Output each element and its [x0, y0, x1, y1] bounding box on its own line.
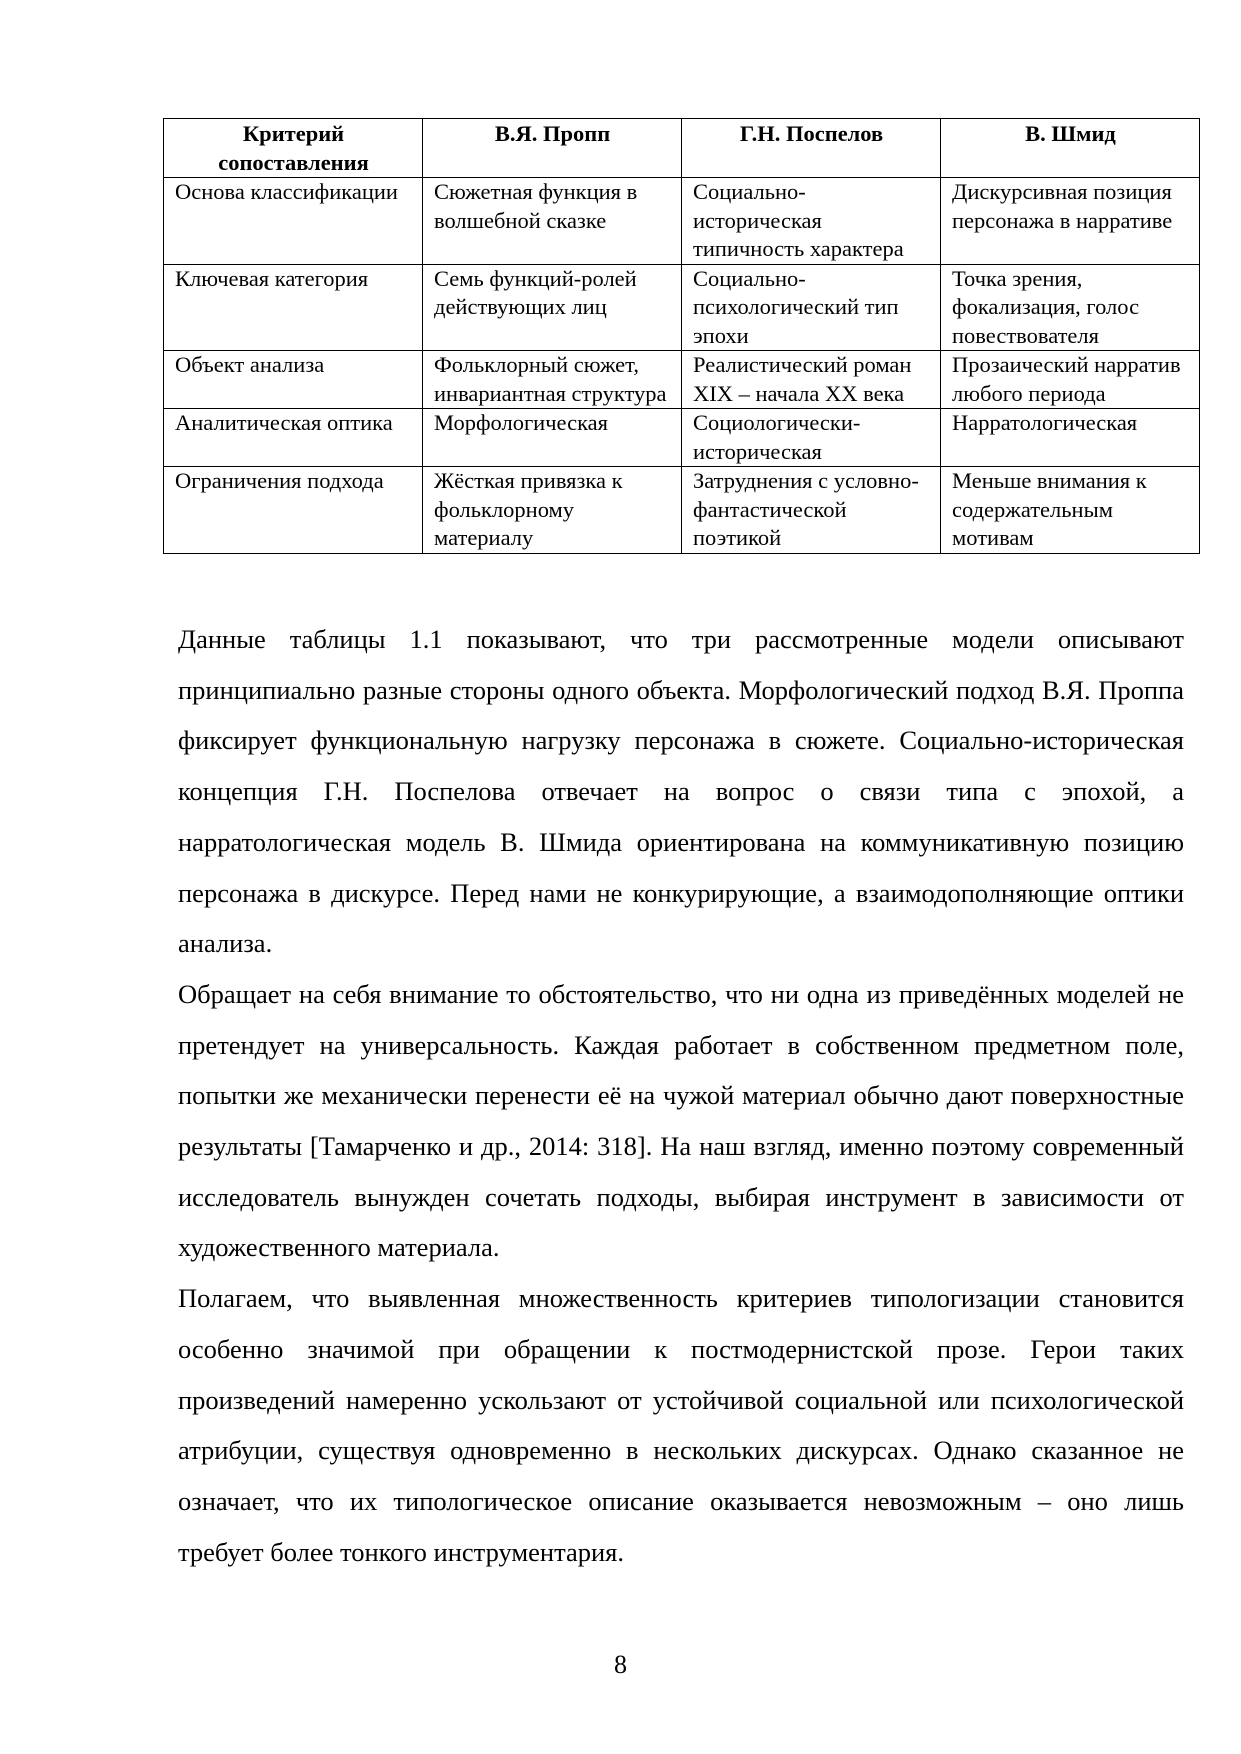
paragraph: Обращает на себя внимание то обстоятельство, что ни одна из приведённых моделей не претендует на универсальность. Каждая работает в собственном предметном поле, попытки же механически перенести её на чужой материал обычно дают поверхностные результаты [Тамарченко и др., 2014: 318]. На наш взгляд, именно поэтому современный исследователь вынужден сочетать подходы, выбирая инструмент в зависимости от художественного материала.	[178, 978, 1184, 1263]
comparison-table	[163, 118, 1200, 554]
table-cell: Меньше внимания к содержательным мотивам	[941, 467, 1200, 554]
table-cell: Фольклорный сюжет, инвариантная структура	[423, 351, 682, 409]
table-row	[164, 351, 1200, 409]
table-cell: Сюжетная функция в волшебной сказке	[423, 178, 682, 265]
table-cell: Ограничения подхода	[164, 467, 423, 554]
table-cell: Социально-историческая типичность характера	[682, 178, 941, 265]
header-schmid: В. Шмид	[941, 119, 1200, 178]
table-cell: Семь функций-ролей действующих лиц	[423, 264, 682, 351]
table-cell: Дискурсивная позиция персонажа в нарративе	[941, 178, 1200, 265]
table-cell: Нарратологическая	[941, 409, 1200, 467]
table-cell: Объект анализа	[164, 351, 423, 409]
table-cell: Морфологическая	[423, 409, 682, 467]
table-cell: Затруднения с условно-фантастической поэтикой	[682, 467, 941, 554]
table-cell: Жёсткая привязка к фольклорному материалу	[423, 467, 682, 554]
table-cell: Точка зрения, фокализация, голос повествователя	[941, 264, 1200, 351]
header-pospelov: Г.Н. Поспелов	[682, 119, 941, 178]
header-propp: В.Я. Пропп	[423, 119, 682, 178]
body-text	[178, 614, 1184, 1577]
table-row	[164, 264, 1200, 351]
table-cell: Реалистический роман XIX – начала XX века	[682, 351, 941, 409]
paragraph: Полагаем, что выявленная множественность критериев типологизации становится особенно значимой при обращении к постмодернистской прозе. Герои таких произведений намеренно ускользают от устойчивой социальной или психологической атрибуции, существуя одновременно в нескольких дискурсах. Однако сказанное не означает, что их типологическое описание оказывается невозможным – оно лишь требует более тонкого инструментария.	[178, 1283, 1184, 1567]
table-cell: Прозаический нарратив любого периода	[941, 351, 1200, 409]
table-cell: Основа классификации	[164, 178, 423, 265]
table-cell: Социологически-историческая	[682, 409, 941, 467]
table-row	[164, 467, 1200, 554]
table-row	[164, 178, 1200, 265]
header-criterion: Критерий сопоставления	[164, 119, 423, 178]
table-cell: Социально-психологический тип эпохи	[682, 264, 941, 351]
table-cell: Аналитическая оптика	[164, 409, 423, 467]
paragraph: Данные таблицы 1.1 показывают, что три рассмотренные модели описывают принципиально разные стороны одного объекта. Морфологический подход В.Я. Проппа фиксирует функциональную нагрузку персонажа в сюжете. Социально-историческая концепция Г.Н. Поспелова отвечает на вопрос о связи типа с эпохой, а нарратологическая модель В. Шмида ориентирована на коммуникативную позицию персонажа в дискурсе. Перед нами не конкурирующие, а взаимодополняющие оптики анализа.	[178, 624, 1184, 959]
page-number: 8	[614, 1650, 627, 1679]
table-row	[164, 409, 1200, 467]
table-header-row	[164, 119, 1200, 178]
table-cell: Ключевая категория	[164, 264, 423, 351]
